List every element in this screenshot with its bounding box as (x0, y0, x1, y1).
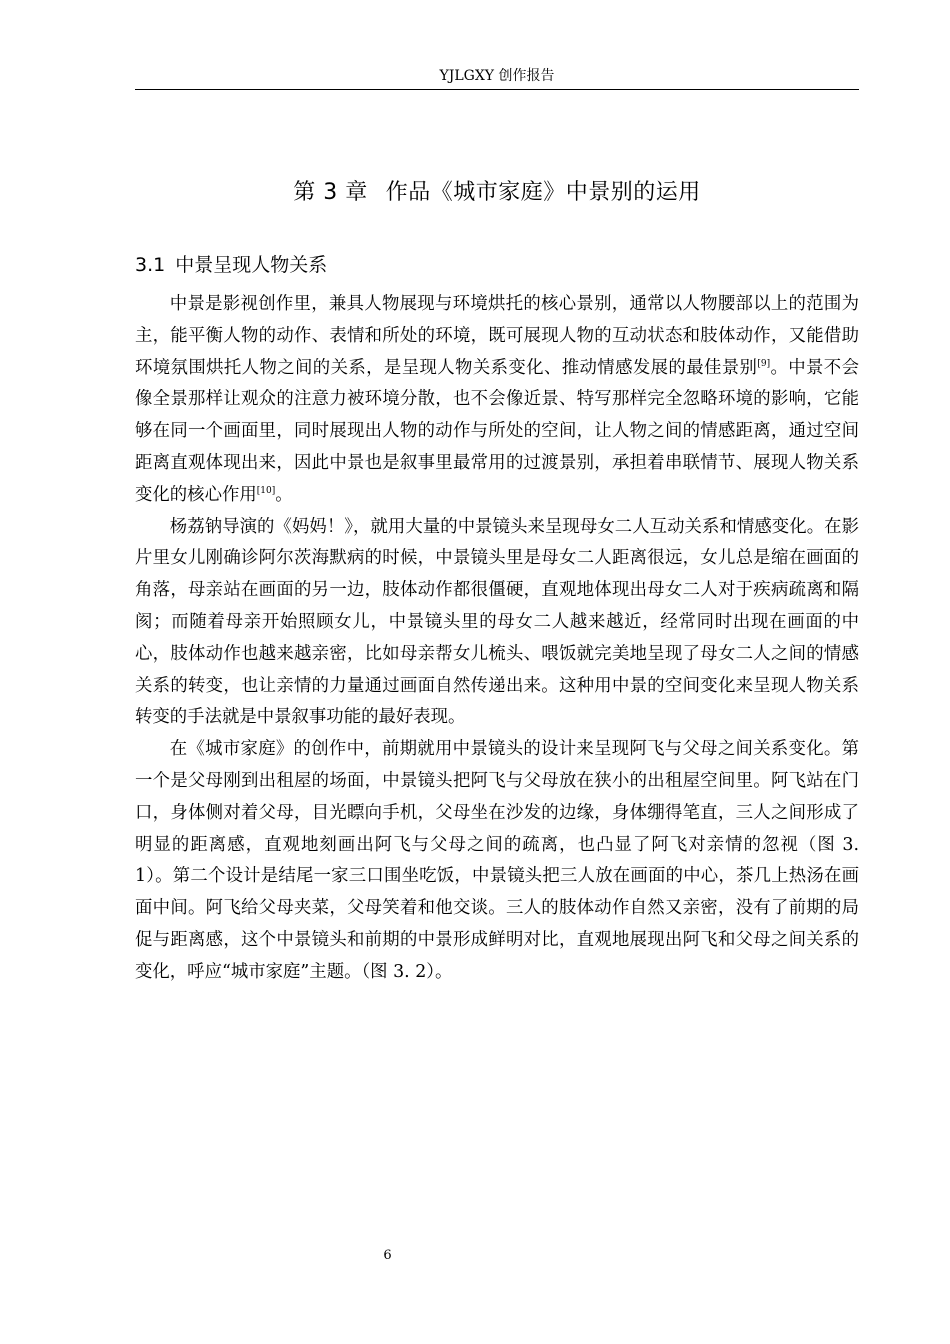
paragraph-1-part-c: 。 (275, 484, 293, 505)
body-text (135, 289, 859, 989)
page-number: 6 (383, 1248, 392, 1263)
citation-9: [9] (757, 358, 771, 369)
running-header: YJLGXY 创作报告 (439, 68, 555, 84)
section-title-text: 中景呈现人物关系 (175, 254, 328, 276)
paragraph-1-part-a: 中景是影视创作里，兼具人物展现与环境烘托的核心景别，通常以人物腰部以上的范围为主，能平衡人物的动作、表情和所处的环境，既可展现人物的互动状态和肢体动作，又能借助环境氛围烘托人物之间的关系，是呈现人物关系变化、推动情感发展的最佳景别 (135, 294, 859, 378)
chapter-title (135, 176, 859, 210)
citation-10: [10] (256, 485, 276, 496)
header-divider (135, 89, 859, 90)
section-heading (135, 250, 859, 280)
paragraph-1 (135, 289, 859, 512)
chapter-title-text: 作品《城市家庭》中景别的运用 (385, 180, 701, 205)
chapter-number: 第 3 章 (293, 180, 368, 205)
paragraph-2: 杨荔钠导演的《妈妈！》，就用大量的中景镜头来呈现母女二人互动关系和情感变化。在影片里女儿刚确诊阿尔茨海默病的时候，中景镜头里是母女二人距离很远，女儿总是缩在画面的角落，母亲站在画面的另一边，肢体动作都很僵硬，直观地体现出母女二人对于疾病疏离和隔阂；而随着母亲开始照顾女儿，中景镜头里的母女二人越来越近，经常同时出现在画面的中心，肢体动作也越来越亲密，比如母亲帮女儿梳头、喂饭就完美地呈现了母女二人之间的情感关系的转变，也让亲情的力量通过画面自然传递出来。这种用中景的空间变化来呈现人物关系转变的手法就是中景叙事功能的最好表现。 (135, 516, 859, 728)
paragraph-1-part-b: 。中景不会像全景那样让观众的注意力被环境分散，也不会像近景、特写那样完全忽略环境的影响，它能够在同一个画面里，同时展现出人物的动作与所处的空间，让人物之间的情感距离，通过空间距离直观体现出来，因此中景也是叙事里最常用的过渡景别，承担着串联情节、展现人物关系变化的核心作用 (135, 357, 859, 505)
paragraph-3: 在《城市家庭》的创作中，前期就用中景镜头的设计来呈现阿飞与父母之间关系变化。第一个是父母刚到出租屋的场面，中景镜头把阿飞与父母放在狭小的出租屋空间里。阿飞站在门口，身体侧对着父母，目光瞟向手机，父母坐在沙发的边缘，身体绷得笔直，三人之间形成了明显的距离感，直观地刻画出阿飞与父母之间的疏离，也凸显了阿飞对亲情的忽视（图 3. 1）。第二个设计是结尾一家三口围坐吃饭，中景镜头把三人放在画面的中心，茶几上热汤在画面中间。阿飞给父母夹菜，父母笑着和他交谈。三人的肢体动作自然又亲密，没有了前期的局促与距离感，这个中景镜头和前期的中景形成鲜明对比，直观地展现出阿飞和父母之间关系的变化，呼应“城市家庭”主题。（图 3. 2）。 (135, 739, 859, 982)
section-number: 3.1 (135, 254, 166, 276)
